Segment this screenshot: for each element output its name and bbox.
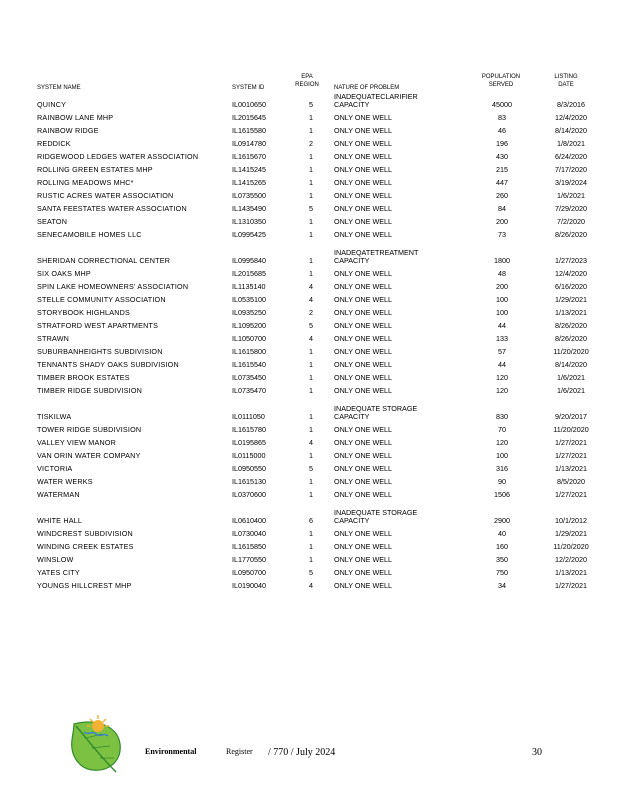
- cell-population-served: 196: [496, 139, 508, 148]
- cell-system-name: TENNANTS SHADY OAKS SUBDIVISION: [37, 360, 179, 369]
- cell-system-id: IL1615130: [232, 477, 266, 486]
- cell-population-served: 160: [496, 542, 508, 551]
- cell-epa-region: 1: [309, 126, 313, 135]
- cell-nature-of-problem: [334, 374, 392, 382]
- cell-system-name: SUBURBANHEIGHTS SUBDIVISION: [37, 347, 163, 356]
- cell-nature-of-problem: [334, 205, 392, 213]
- cell-system-id: IL0995840: [232, 256, 266, 265]
- footer-publication: Environmental: [145, 747, 197, 756]
- problem-line: ONLY ONE WELL: [334, 347, 393, 356]
- header-system-id: SYSTEM ID: [232, 85, 265, 91]
- cell-nature-of-problem: [334, 426, 392, 434]
- cell-nature-of-problem: [334, 478, 392, 486]
- cell-system-id: IL0370600: [232, 490, 266, 499]
- problem-line: INADEQUATE STORAGE: [334, 508, 418, 517]
- cell-population-served: 260: [496, 191, 508, 200]
- cell-listing-date: 6/24/2020: [555, 152, 587, 161]
- cell-population-served: 350: [496, 555, 508, 564]
- cell-system-id: IL0995425: [232, 230, 266, 239]
- cell-system-name: VALLEY VIEW MANOR: [37, 438, 117, 447]
- problem-line: ONLY ONE WELL: [334, 269, 393, 278]
- cell-population-served: 316: [496, 464, 508, 473]
- cell-system-id: IL1050700: [232, 334, 266, 343]
- cell-listing-date: 1/29/2021: [555, 295, 587, 304]
- cell-system-id: IL0111050: [232, 412, 265, 421]
- cell-nature-of-problem: [334, 179, 392, 187]
- cell-listing-date: 1/6/2021: [557, 386, 585, 395]
- cell-epa-region: 1: [309, 230, 313, 239]
- cell-system-name: TIMBER BROOK ESTATES: [37, 373, 130, 382]
- header-epa-region: EPA REGION: [295, 74, 319, 88]
- cell-population-served: 100: [496, 295, 508, 304]
- cell-system-name: RAINBOW LANE MHP: [37, 113, 114, 122]
- cell-system-name: WHITE HALL: [37, 516, 83, 525]
- cell-listing-date: 1/29/2021: [555, 529, 587, 538]
- cell-system-name: WINSLOW: [37, 555, 74, 564]
- cell-listing-date: 11/20/2020: [553, 425, 589, 434]
- cell-epa-region: 1: [309, 178, 313, 187]
- cell-system-id: IL2015685: [232, 269, 266, 278]
- cell-system-name: STRAWN: [37, 334, 70, 343]
- cell-system-name: SPIN LAKE HOMEOWNERS' ASSOCIATION: [37, 282, 189, 291]
- cell-listing-date: 1/27/2023: [555, 256, 587, 265]
- cell-nature-of-problem: [334, 218, 392, 226]
- problem-line: ONLY ONE WELL: [334, 490, 393, 499]
- cell-nature-of-problem: [334, 387, 392, 395]
- cell-epa-region: 1: [309, 152, 313, 161]
- cell-population-served: 830: [496, 412, 508, 421]
- problem-line: ONLY ONE WELL: [334, 568, 393, 577]
- problem-line: ONLY ONE WELL: [334, 360, 393, 369]
- cell-epa-region: 1: [309, 360, 313, 369]
- cell-nature-of-problem: [334, 153, 392, 161]
- cell-system-name: WINDCREST SUBDIVISION: [37, 529, 133, 538]
- cell-nature-of-problem: [334, 270, 392, 278]
- cell-listing-date: 1/27/2021: [555, 451, 587, 460]
- cell-listing-date: 1/27/2021: [555, 490, 587, 499]
- cell-nature-of-problem: [334, 439, 392, 447]
- cell-listing-date: 1/27/2021: [555, 581, 587, 590]
- cell-population-served: 44: [498, 321, 506, 330]
- cell-system-id: IL1615850: [232, 542, 266, 551]
- cell-system-name: STRATFORD WEST APARTMENTS: [37, 321, 159, 330]
- problem-line: ONLY ONE WELL: [334, 308, 393, 317]
- header-nature-of-problem: NATURE OF PROBLEM: [334, 85, 400, 91]
- page-footer: [0, 712, 618, 792]
- problem-line: ONLY ONE WELL: [334, 334, 393, 343]
- cell-system-id: IL0610400: [232, 516, 266, 525]
- cell-nature-of-problem: [334, 361, 392, 369]
- cell-listing-date: 8/26/2020: [555, 230, 587, 239]
- problem-line: ONLY ONE WELL: [334, 542, 393, 551]
- cell-listing-date: 1/13/2021: [555, 568, 587, 577]
- cell-system-name: WATER WERKS: [37, 477, 93, 486]
- problem-line: ONLY ONE WELL: [334, 373, 393, 382]
- cell-listing-date: 9/20/2017: [555, 412, 587, 421]
- cell-epa-region: 5: [309, 100, 313, 109]
- cell-population-served: 215: [496, 165, 508, 174]
- cell-listing-date: 12/4/2020: [555, 269, 587, 278]
- problem-line: ONLY ONE WELL: [334, 321, 393, 330]
- cell-nature-of-problem: [334, 93, 418, 109]
- cell-epa-region: 1: [309, 555, 313, 564]
- problem-line: ONLY ONE WELL: [334, 464, 393, 473]
- cell-system-name: SEATON: [37, 217, 68, 226]
- cell-system-id: IL1615540: [232, 360, 266, 369]
- cell-population-served: 48: [498, 269, 506, 278]
- cell-system-id: IL1435490: [232, 204, 266, 213]
- cell-system-id: IL0535100: [232, 295, 266, 304]
- header-system-name: SYSTEM NAME: [37, 85, 81, 91]
- cell-system-id: IL1415245: [232, 165, 266, 174]
- problem-line: ONLY ONE WELL: [334, 217, 393, 226]
- cell-listing-date: 6/16/2020: [555, 282, 587, 291]
- cell-system-name: TISKILWA: [37, 412, 72, 421]
- cell-nature-of-problem: [334, 231, 392, 239]
- cell-listing-date: 1/13/2021: [555, 464, 587, 473]
- cell-system-name: RUSTIC ACRES WATER ASSOCIATION: [37, 191, 174, 200]
- cell-nature-of-problem: [334, 509, 417, 525]
- cell-nature-of-problem: [334, 491, 392, 499]
- cell-epa-region: 1: [309, 165, 313, 174]
- cell-population-served: 133: [496, 334, 508, 343]
- cell-epa-region: 1: [309, 347, 313, 356]
- cell-population-served: 200: [496, 282, 508, 291]
- cell-epa-region: 6: [309, 516, 313, 525]
- header-listing-date: LISTING DATE: [554, 74, 578, 88]
- cell-system-name: ROLLING MEADOWS MHC*: [37, 178, 134, 187]
- cell-system-id: IL0950550: [232, 464, 266, 473]
- cell-population-served: 44: [498, 360, 506, 369]
- cell-population-served: 120: [496, 373, 508, 382]
- cell-nature-of-problem: [334, 166, 392, 174]
- cell-system-name: YATES CITY: [37, 568, 80, 577]
- cell-nature-of-problem: [334, 249, 418, 265]
- cell-epa-region: 4: [309, 334, 313, 343]
- problem-line: ONLY ONE WELL: [334, 529, 393, 538]
- problem-line: ONLY ONE WELL: [334, 386, 393, 395]
- cell-epa-region: 1: [309, 477, 313, 486]
- cell-listing-date: 7/2/2020: [557, 217, 585, 226]
- footer-register: Register: [226, 747, 253, 756]
- cell-population-served: 200: [496, 217, 508, 226]
- cell-listing-date: 8/26/2020: [555, 334, 587, 343]
- cell-system-id: IL1095200: [232, 321, 266, 330]
- cell-nature-of-problem: [334, 296, 392, 304]
- cell-nature-of-problem: [334, 192, 392, 200]
- cell-population-served: 100: [496, 451, 508, 460]
- cell-epa-region: 1: [309, 425, 313, 434]
- cell-system-id: IL0914780: [232, 139, 266, 148]
- cell-listing-date: 8/26/2020: [555, 321, 587, 330]
- cell-population-served: 100: [496, 308, 508, 317]
- footer-issue: / 770 / July 2024: [268, 747, 336, 758]
- cell-nature-of-problem: [334, 127, 392, 135]
- cell-system-name: SIX OAKS MHP: [37, 269, 91, 278]
- cell-population-served: 84: [498, 204, 506, 213]
- cell-listing-date: 10/1/2012: [555, 516, 587, 525]
- problem-line: INADEQUATE STORAGE: [334, 404, 418, 413]
- cell-population-served: 120: [496, 438, 508, 447]
- cell-nature-of-problem: [334, 543, 392, 551]
- cell-nature-of-problem: [334, 309, 392, 317]
- cell-listing-date: 12/2/2020: [555, 555, 587, 564]
- leaf-logo-icon: [66, 714, 126, 774]
- cell-system-name: RIDGEWOOD LEDGES WATER ASSOCIATION: [37, 152, 199, 161]
- problem-line: CAPACITY: [334, 100, 370, 109]
- cell-epa-region: 1: [309, 386, 313, 395]
- cell-system-id: IL1615780: [232, 425, 266, 434]
- cell-nature-of-problem: [334, 322, 392, 330]
- cell-system-id: IL0010650: [232, 100, 266, 109]
- cell-epa-region: 5: [309, 321, 313, 330]
- cell-epa-region: 1: [309, 256, 313, 265]
- cell-system-name: STORYBOOK HIGHLANDS: [37, 308, 131, 317]
- cell-system-name: TOWER RIDGE SUBDIVISION: [37, 425, 142, 434]
- cell-nature-of-problem: [334, 348, 392, 356]
- cell-epa-region: 1: [309, 451, 313, 460]
- cell-epa-region: 1: [309, 113, 313, 122]
- cell-system-id: IL0735450: [232, 373, 266, 382]
- problem-line: ONLY ONE WELL: [334, 152, 393, 161]
- cell-epa-region: 5: [309, 568, 313, 577]
- cell-listing-date: 1/6/2021: [557, 373, 585, 382]
- cell-epa-region: 2: [309, 308, 313, 317]
- cell-system-id: IL1770550: [232, 555, 266, 564]
- cell-listing-date: 8/14/2020: [555, 360, 587, 369]
- cell-population-served: 73: [498, 230, 506, 239]
- cell-system-name: STELLE COMMUNITY ASSOCIATION: [37, 295, 166, 304]
- problem-line: INADEQUATECLARIFIER: [334, 92, 418, 101]
- problem-line: ONLY ONE WELL: [334, 425, 393, 434]
- cell-epa-region: 1: [309, 373, 313, 382]
- cell-epa-region: 1: [309, 412, 313, 421]
- cell-listing-date: 8/3/2016: [557, 100, 585, 109]
- cell-system-id: IL0730040: [232, 529, 266, 538]
- cell-system-id: IL1415265: [232, 178, 266, 187]
- problem-line: ONLY ONE WELL: [334, 477, 393, 486]
- problem-line: ONLY ONE WELL: [334, 282, 393, 291]
- cell-listing-date: 11/20/2020: [553, 347, 589, 356]
- cell-listing-date: 1/6/2021: [557, 191, 585, 200]
- cell-nature-of-problem: [334, 465, 392, 473]
- cell-nature-of-problem: [334, 335, 392, 343]
- problem-line: ONLY ONE WELL: [334, 139, 393, 148]
- cell-epa-region: 2: [309, 139, 313, 148]
- cell-epa-region: 1: [309, 269, 313, 278]
- cell-nature-of-problem: [334, 530, 392, 538]
- cell-epa-region: 4: [309, 581, 313, 590]
- problem-line: ONLY ONE WELL: [334, 581, 393, 590]
- cell-system-name: WATERMAN: [37, 490, 80, 499]
- cell-system-id: IL0735470: [232, 386, 266, 395]
- cell-listing-date: 1/27/2021: [555, 438, 587, 447]
- header-population-served: POPULATION SERVED: [481, 74, 521, 88]
- cell-listing-date: 8/14/2020: [555, 126, 587, 135]
- cell-epa-region: 1: [309, 217, 313, 226]
- cell-system-id: IL1135140: [232, 282, 266, 291]
- cell-system-name: ROLLING GREEN ESTATES MHP: [37, 165, 153, 174]
- cell-system-id: IL1615580: [232, 126, 266, 135]
- cell-population-served: 2900: [494, 516, 510, 525]
- cell-system-name: QUINCY: [37, 100, 67, 109]
- cell-population-served: 1800: [494, 256, 510, 265]
- cell-system-id: IL0115000: [232, 451, 266, 460]
- cell-listing-date: 7/29/2020: [555, 204, 587, 213]
- cell-system-id: IL0935250: [232, 308, 266, 317]
- cell-system-id: IL1615670: [232, 152, 266, 161]
- problem-line: CAPACITY: [334, 412, 370, 421]
- cell-population-served: 34: [498, 581, 506, 590]
- problem-line: ONLY ONE WELL: [334, 165, 393, 174]
- cell-population-served: 70: [498, 425, 506, 434]
- cell-system-name: SENECAMOBILE HOMES LLC: [37, 230, 142, 239]
- cell-epa-region: 1: [309, 529, 313, 538]
- cell-nature-of-problem: [334, 569, 392, 577]
- cell-epa-region: 5: [309, 464, 313, 473]
- problem-line: ONLY ONE WELL: [334, 451, 393, 460]
- cell-listing-date: 1/13/2021: [555, 308, 587, 317]
- cell-system-name: WINDING CREEK ESTATES: [37, 542, 134, 551]
- cell-system-id: IL2015645: [232, 113, 266, 122]
- cell-population-served: 57: [498, 347, 506, 356]
- cell-population-served: 45000: [492, 100, 512, 109]
- cell-population-served: 90: [498, 477, 506, 486]
- cell-listing-date: 3/19/2024: [555, 178, 587, 187]
- cell-system-id: IL0190040: [232, 581, 266, 590]
- cell-system-name: YOUNGS HILLCREST MHP: [37, 581, 132, 590]
- cell-nature-of-problem: [334, 452, 392, 460]
- cell-epa-region: 4: [309, 282, 313, 291]
- cell-population-served: 46: [498, 126, 506, 135]
- cell-population-served: 430: [496, 152, 508, 161]
- cell-population-served: 750: [496, 568, 508, 577]
- cell-epa-region: 4: [309, 295, 313, 304]
- cell-system-id: IL1310350: [232, 217, 266, 226]
- cell-population-served: 447: [496, 178, 508, 187]
- cell-system-name: SHERIDAN CORRECTIONAL CENTER: [37, 256, 171, 265]
- cell-system-id: IL0735500: [232, 191, 266, 200]
- cell-listing-date: 8/5/2020: [557, 477, 585, 486]
- cell-system-id: IL0195865: [232, 438, 266, 447]
- problem-line: ONLY ONE WELL: [334, 178, 393, 187]
- cell-listing-date: 12/4/2020: [555, 113, 587, 122]
- cell-epa-region: 1: [309, 490, 313, 499]
- problem-line: ONLY ONE WELL: [334, 555, 393, 564]
- problem-line: ONLY ONE WELL: [334, 204, 393, 213]
- problem-line: ONLY ONE WELL: [334, 113, 393, 122]
- problem-line: CAPACITY: [334, 516, 370, 525]
- cell-population-served: 120: [496, 386, 508, 395]
- cell-system-id: IL1615800: [232, 347, 266, 356]
- cell-nature-of-problem: [334, 114, 392, 122]
- footer-page-number: 30: [532, 747, 542, 758]
- cell-system-name: REDDICK: [37, 139, 71, 148]
- problem-line: INADEQATETREATMENT: [334, 248, 419, 257]
- cell-listing-date: 1/8/2021: [557, 139, 585, 148]
- cell-system-id: IL0950700: [232, 568, 266, 577]
- cell-nature-of-problem: [334, 140, 392, 148]
- cell-nature-of-problem: [334, 283, 392, 291]
- cell-nature-of-problem: [334, 405, 417, 421]
- cell-population-served: 1506: [494, 490, 510, 499]
- problem-line: ONLY ONE WELL: [334, 438, 393, 447]
- cell-epa-region: 4: [309, 438, 313, 447]
- problem-line: CAPACITY: [334, 256, 370, 265]
- cell-system-name: VICTORIA: [37, 464, 73, 473]
- cell-system-name: VAN ORIN WATER COMPANY: [37, 451, 141, 460]
- cell-nature-of-problem: [334, 582, 392, 590]
- cell-population-served: 40: [498, 529, 506, 538]
- problem-line: ONLY ONE WELL: [334, 230, 393, 239]
- problem-line: ONLY ONE WELL: [334, 191, 393, 200]
- cell-population-served: 83: [498, 113, 506, 122]
- cell-epa-region: 5: [309, 204, 313, 213]
- problem-line: ONLY ONE WELL: [334, 126, 393, 135]
- cell-epa-region: 1: [309, 542, 313, 551]
- cell-system-name: SANTA FEESTATES WATER ASSOCIATION: [37, 204, 187, 213]
- cell-listing-date: 11/20/2020: [553, 542, 589, 551]
- problem-line: ONLY ONE WELL: [334, 295, 393, 304]
- cell-listing-date: 7/17/2020: [555, 165, 587, 174]
- cell-system-name: RAINBOW RIDGE: [37, 126, 99, 135]
- cell-system-name: TIMBER RIDGE SUBDIVISION: [37, 386, 143, 395]
- cell-nature-of-problem: [334, 556, 392, 564]
- cell-epa-region: 1: [309, 191, 313, 200]
